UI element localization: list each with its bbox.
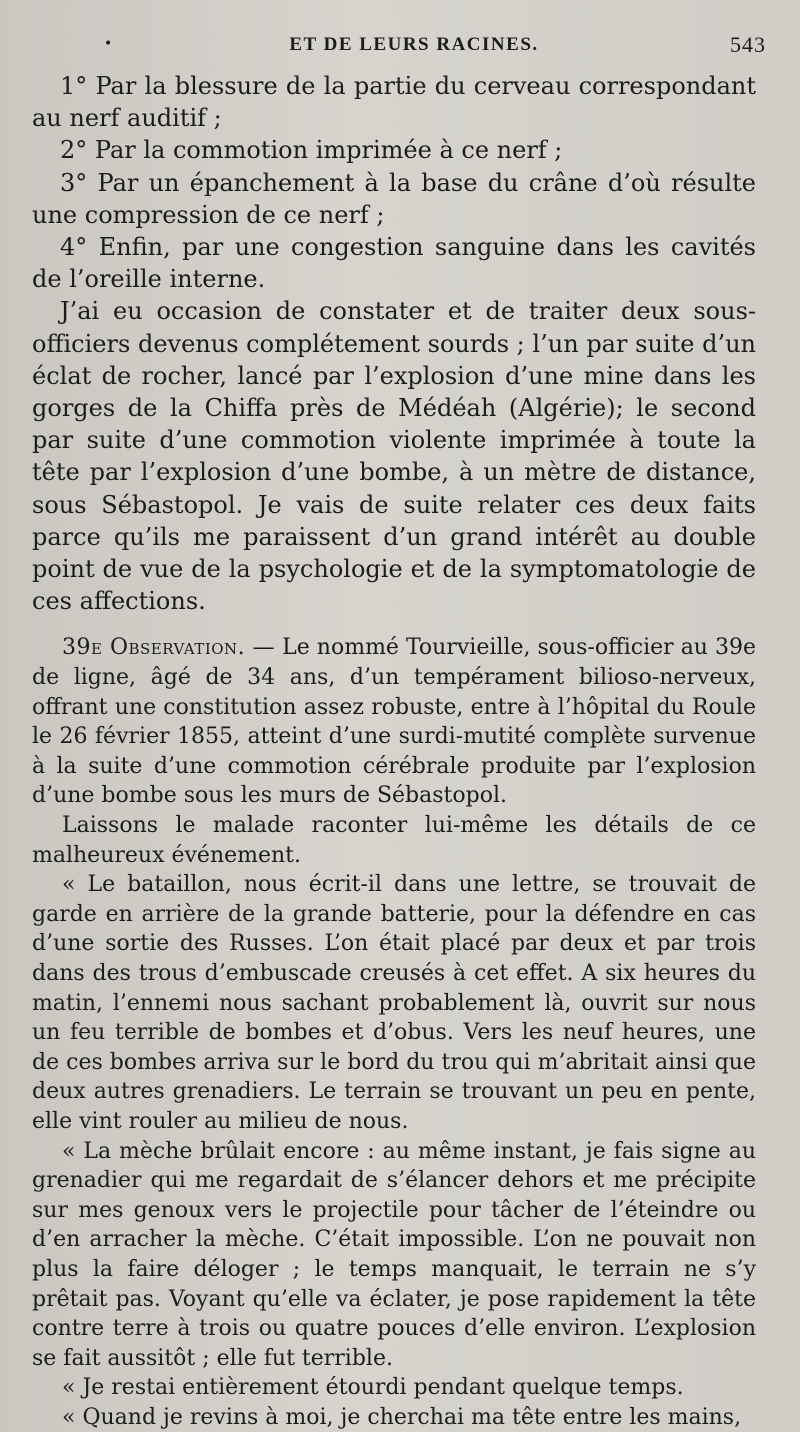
observation-heading: 39e Observation. —: [62, 635, 276, 661]
body-paragraph: « Quand je revins à moi, je cherchai ma tête entre les mains,: [62, 1404, 742, 1430]
observation-section: [32, 633, 756, 1432]
section-gap: [32, 617, 756, 633]
page-number: 543: [730, 32, 766, 57]
list-item: 3° Par un épanchement à la base du crâne d’où résulte une compression de ce nerf ;: [32, 168, 756, 229]
list-item: 4° Enfin, par une congestion sanguine dans les cavités de l’oreille interne.: [32, 233, 756, 294]
list-item: 2° Par la commotion imprimée à ce nerf ;: [60, 136, 563, 165]
running-head-title: ET DE LEURS RACINES.: [289, 34, 539, 55]
body-paragraph: « La mèche brûlait encore : au même instant, je fais signe au grenadier qui me regardait de s’élancer dehors et me précipite sur mes genoux vers le projectile pour tâcher de l’éteindre ou d’en arracher la mèche. C’était impossible. L’on ne pouvait non plus la faire déloger ; le temps manquait, le terrain ne s’y prêtait pas. Voyant qu’elle va éclater, je pose rapidement la tête contre terre à trois ou quatre pouces d’elle environ. L’explosion se fait aussitôt ; elle fut terrible.: [32, 1138, 756, 1371]
print-mark: •: [104, 36, 113, 52]
intro-paragraph: J’ai eu occasion de constater et de traiter deux sous-officiers devenus complétement sourds ; l’un par suite d’un éclat de rocher, lancé par l’explosion d’une mine dans les gorges de la Chiffa près de Médéah (Algérie); le second par suite d’une commotion violente imprimée à toute la tête par l’explosion d’une bombe, à un mètre de distance, sous Sébastopol. Je vais de suite relater ces deux faits parce qu’ils me paraissent d’un grand intérêt au double point de vue de la psychologie et de la symptomatologie de ces affections.: [32, 297, 756, 616]
list-item: 1° Par la blessure de la partie du cerveau correspondant au nerf auditif ;: [32, 72, 756, 133]
cause-list: [32, 70, 756, 617]
observation-text: Le nommé Tourvieille, sous-officier au 39e de ligne, âgé de 34 ans, d’un tempérament bilioso-nerveux, offrant une constitution assez robuste, entre à l’hôpital du Roule le 26 février 1855, atteint d’une surdi-mutité complète survenue à la suite d’une commotion cérébrale produite par l’explosion d’une bombe sous les murs de Sébastopol.: [32, 635, 756, 809]
body-paragraph: Laissons le malade raconter lui-même les détails de ce malheureux événement.: [32, 813, 756, 868]
observation-paragraph: [32, 633, 756, 811]
running-head: [32, 30, 766, 70]
body-paragraph: « Le bataillon, nous écrit-il dans une lettre, se trouvait de garde en arrière de la grande batterie, pour la défendre en cas d’une sortie des Russes. L’on était placé par deux et par trois dans des trous d’embuscade creusés à cet effet. A six heures du matin, l’ennemi nous sachant probablement là, ouvrit sur nous un feu terrible de bombes et d’obus. Vers les neuf heures, une de ces bombes arriva sur le bord du trou qui m’abritait ainsi que deux autres grenadiers. Le terrain se trouvant un peu en pente, elle vint rouler au milieu de nous.: [32, 872, 756, 1134]
body-paragraph: « Je restai entièrement étourdi pendant quelque temps.: [62, 1375, 684, 1401]
